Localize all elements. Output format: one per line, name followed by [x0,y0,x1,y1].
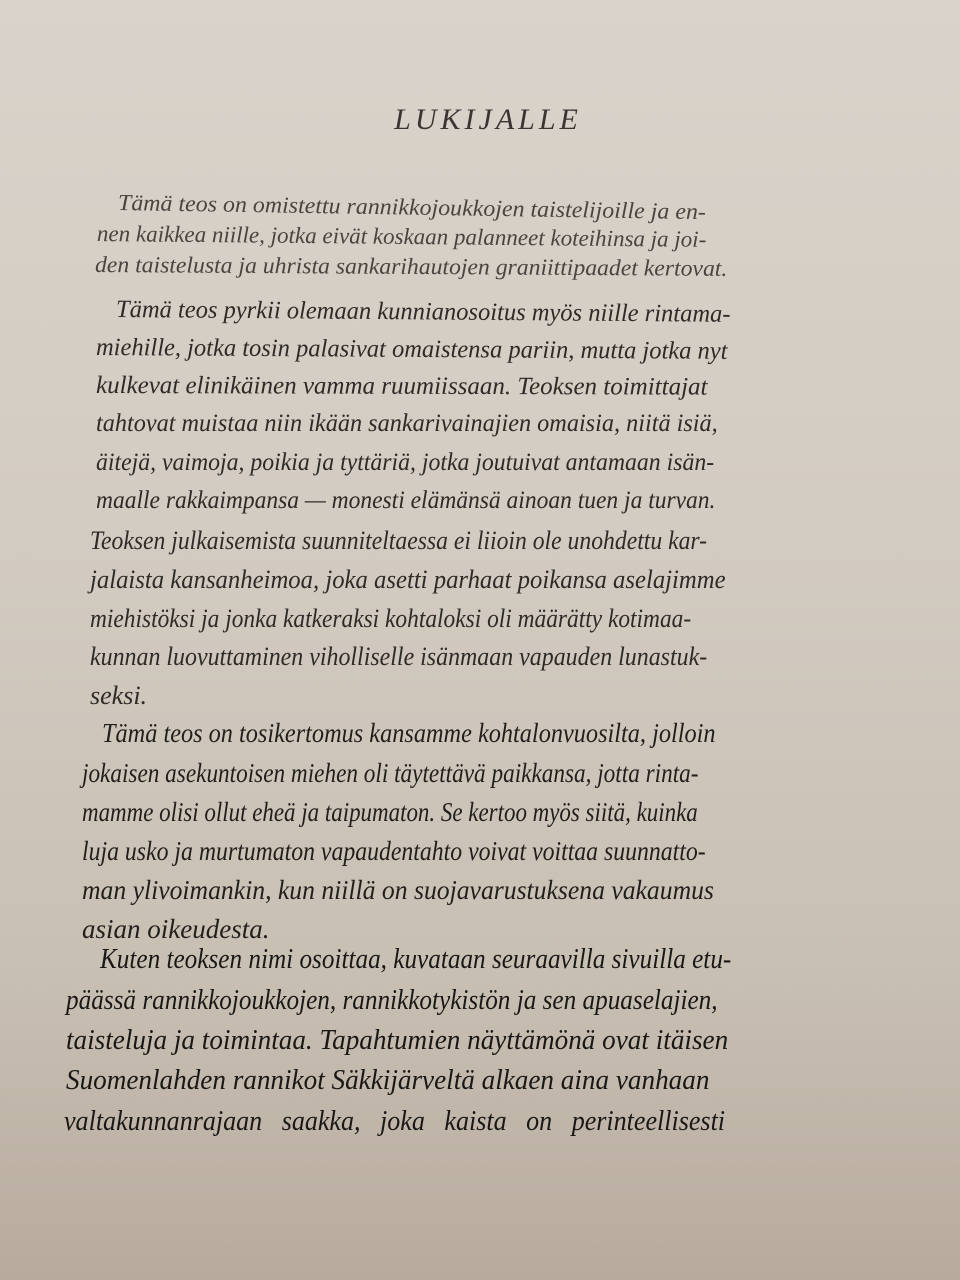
text-line: den taistelusta ja uhrista sankarihautojen graniittipaadet kertovat. [94,252,728,281]
text-line: tahtovat muistaa niin ikään sankarivainajien omaisia, niitä isiä, [96,410,718,437]
text-line: taisteluja ja toimintaa. Tapahtumien näyttämönä ovat itäisen [66,1025,729,1056]
text-line: jokaisen asekuntoisen miehen oli täytettävä paikkansa, jotta rinta- [82,758,699,788]
text-line: päässä rannikkojoukkojen, rannikkotykistön ja sen apuaselajien, [66,985,718,1016]
text-line: mamme olisi ollut eheä ja taipumaton. Se kertoo myös siitä, kuinka [82,797,698,827]
text-line: kunnan luovuttaminen viholliselle isänmaan vapauden lunastuk- [90,642,708,671]
text-line: Tämä teos on omistettu rannikkojoukkojen taistelijoille ja en- [117,190,707,225]
text-line: seksi. [90,681,148,710]
text-line: Suomenlahden rannikot Säkkijärveltä alkaen aina vanhaan [66,1065,710,1096]
text-line: valtakunnanrajaan saakka, joka kaista on perinteellisesti [64,1106,726,1137]
text-line: luja usko ja murtumaton vapaudentahto voivat voittaa suunnatto- [82,836,706,866]
text-line: äitejä, vaimoja, poikia ja tyttäriä, jotka joutuivat antamaan isän- [96,449,715,476]
text-line: Tämä teos pyrkii olemaan kunnianosoitus myös niille rintama- [115,296,731,328]
text-line: jalaista kansanheimoa, joka asetti parhaat poikansa aselajimme [90,565,726,594]
page-title: LUKIJALLE [394,103,582,136]
text-line: Kuten teoksen nimi osoittaa, kuvataan seuraavilla sivuilla etu- [100,944,732,975]
text-line: Tämä teos on tosikertomus kansamme kohtalonvuosilta, jolloin [102,718,716,748]
text-line: maalle rakkaimpansa — monesti elämänsä ainoan tuen ja turvan. [96,487,716,514]
text-line: kulkevat elinikäinen vamma ruumiissaan. Teoksen toimittajat [95,372,708,401]
text-line: nen kaikkea niille, jotka eivät koskaan palanneet koteihinsa ja joi- [96,221,707,252]
text-line: man ylivoimankin, kun niillä on suojavarustuksena vakaumus [82,875,714,905]
text-line: miehille, jotka tosin palasivat omaistensa pariin, mutta jotka nyt [95,334,728,365]
text-line: asian oikeudesta. [82,914,270,944]
text-line: Teoksen julkaisemista suunniteltaessa ei liioin ole unohdettu kar- [90,526,708,555]
text-line: miehistöksi ja jonka katkeraksi kohtaloksi oli määrätty kotimaa- [90,604,692,633]
